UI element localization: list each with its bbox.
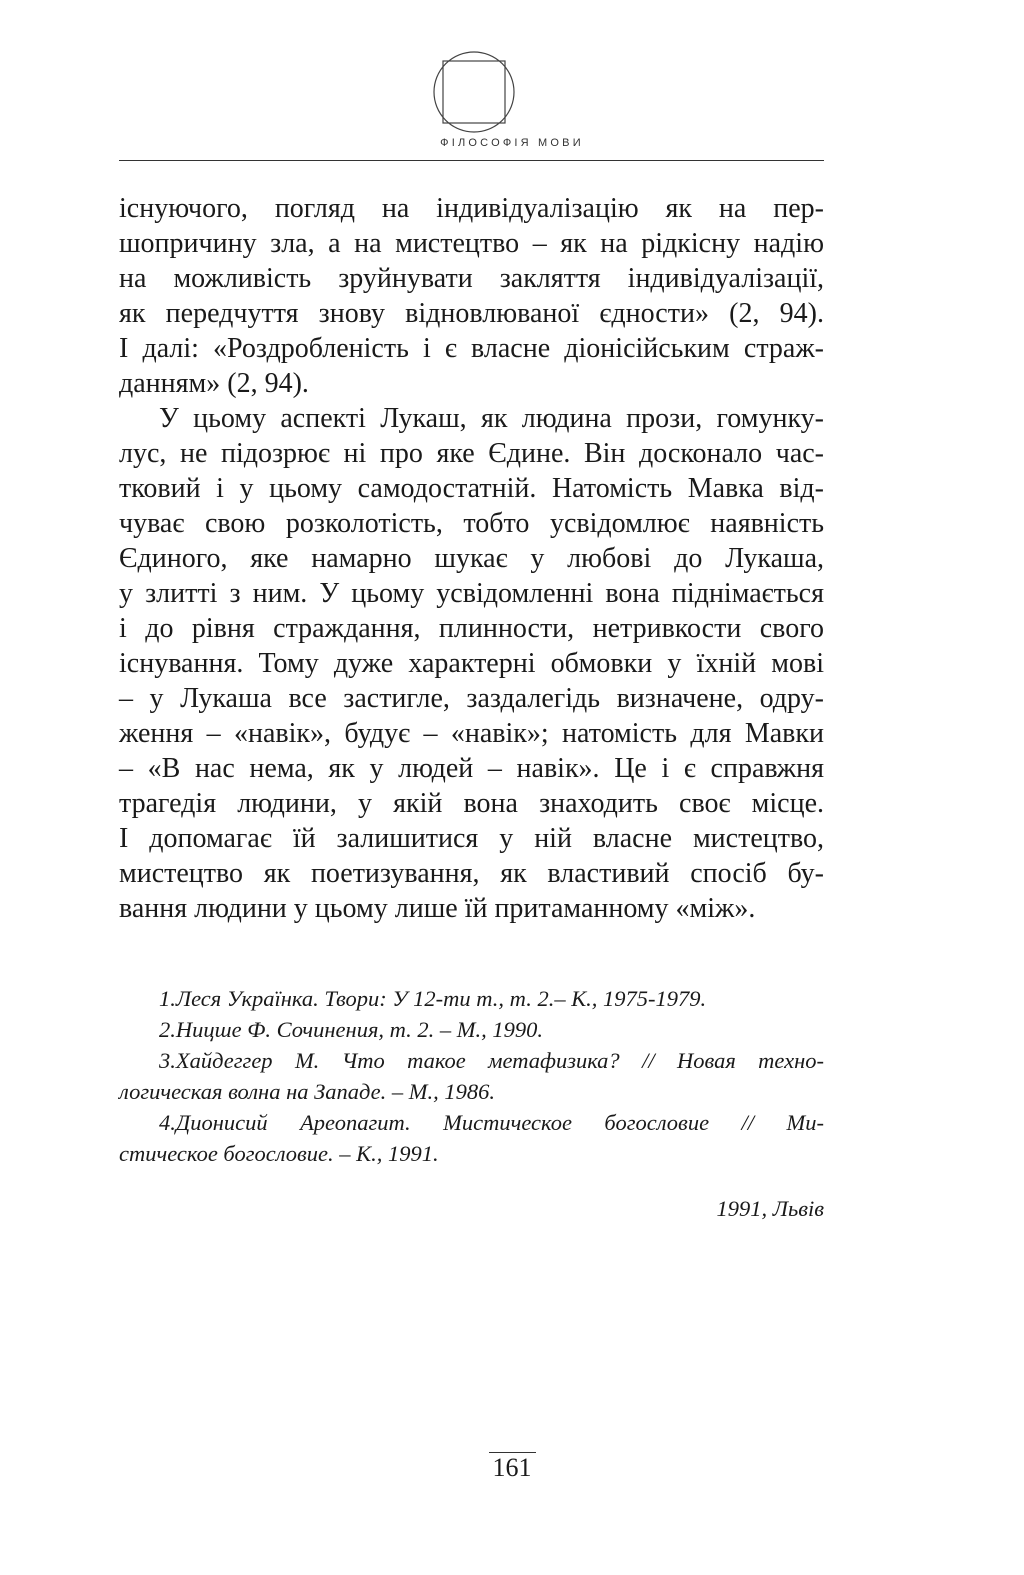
- text-line: існуючого, погляд на індивідуалізацію як на пер-: [119, 193, 824, 224]
- text-line: трагедія людини, у якій вона знаходить своє місце.: [119, 788, 824, 819]
- reference-item: 3.Хайдеггер М. Что такое метафизика? // Новая техно-: [159, 1048, 824, 1073]
- text-line: – у Лукаша все застигле, заздалегідь визначене, одру-: [119, 683, 824, 714]
- text-line: існування. Тому дуже характерні обмовки у їхній мові: [119, 648, 824, 679]
- text-line: шопричину зла, а на мистецтво – як на рідкісну надію: [119, 228, 824, 259]
- running-title: ФІЛОСОФІЯ МОВИ: [440, 137, 584, 149]
- text-line: данням» (2, 94).: [119, 368, 309, 399]
- text-line: У цьому аспекті Лукаш, як людина прози, гомунку-: [159, 403, 824, 434]
- text-line: – «В нас нема, як у людей – навік». Це і є справжня: [119, 753, 824, 784]
- references-list: [119, 983, 824, 1169]
- date-place-signature: 1991, Львів: [716, 1196, 824, 1221]
- reference-item: логическая волна на Западе. – М., 1986.: [119, 1079, 496, 1104]
- header-rule: [119, 160, 824, 161]
- text-line: як передчуття знову відновлюваної єдности» (2, 94).: [119, 298, 824, 329]
- text-line: тковий і у цьому самодостатній. Натомість Мавка від-: [119, 473, 824, 504]
- text-line: І допомагає їй залишитися у ній власне мистецтво,: [119, 823, 824, 854]
- text-line: вання людини у цьому лише їй притаманному «між».: [119, 893, 756, 924]
- text-line: Єдиного, яке намарно шукає у любові до Лукаша,: [119, 543, 824, 574]
- text-line: І далі: «Роздробленість і є власне діонісійським страж-: [119, 333, 824, 364]
- text-line: ження – «навік», будує – «навік»; натомість для Мавки: [119, 718, 824, 749]
- reference-item: стическое богословие. – К., 1991.: [119, 1141, 439, 1166]
- text-line: і до рівня страждання, плинности, нетривкости свого: [119, 613, 824, 644]
- text-line: чуває свою розколотість, тобто усвідомлює наявність: [119, 508, 824, 539]
- body-text: [119, 191, 824, 926]
- text-line: мистецтво як поетизування, як властивий спосіб бу-: [119, 858, 824, 889]
- page-number: [0, 1453, 1024, 1483]
- reference-item: 4.Дионисий Ареопагит. Мистическое богословие // Ми-: [159, 1110, 824, 1135]
- text-line: на можливість зруйнувати закляття індивідуалізації,: [119, 263, 824, 294]
- text-line: лус, не підозрює ні про яке Єдине. Він досконало час-: [119, 438, 824, 469]
- text-line: у злитті з ним. У цьому усвідомленні вона піднімається: [119, 578, 824, 609]
- page-number-value: 161: [489, 1452, 536, 1482]
- circle-square-emblem-icon: [432, 50, 516, 134]
- reference-item: 1.Леся Українка. Твори: У 12-ти т., т. 2.– К., 1975-1979.: [159, 986, 707, 1011]
- reference-item: 2.Ницше Ф. Сочинения, т. 2. – М., 1990.: [159, 1017, 544, 1042]
